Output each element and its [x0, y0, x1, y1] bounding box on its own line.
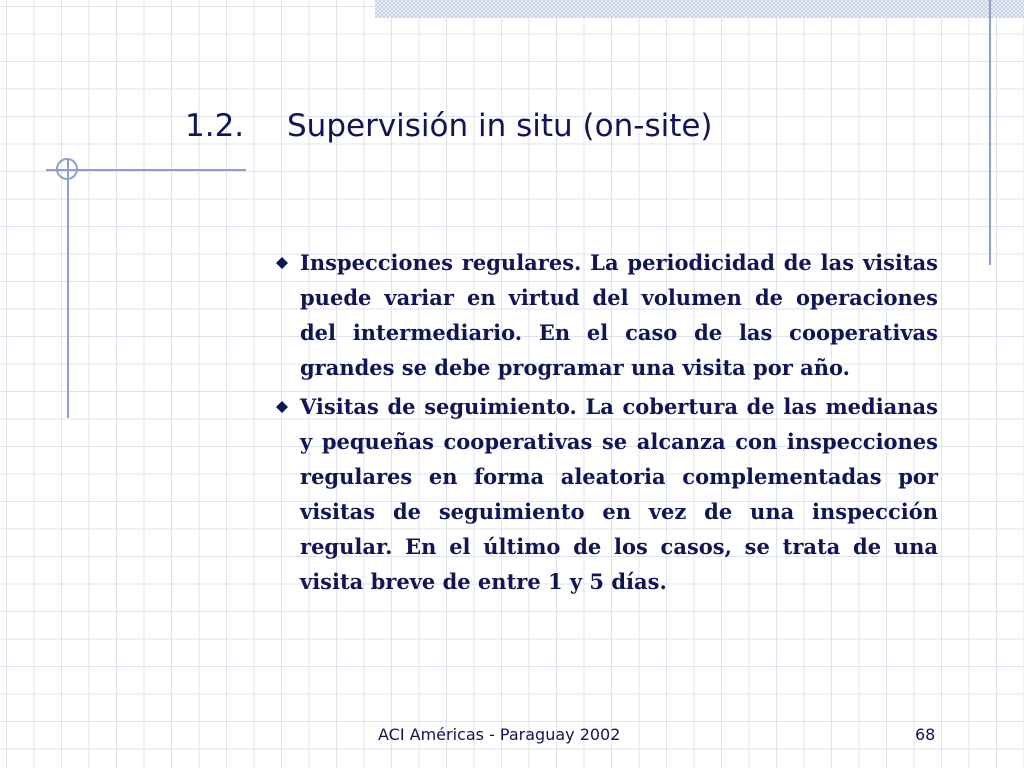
page-number: 68 — [915, 725, 936, 744]
decorative-circle — [56, 158, 78, 180]
bullet-text: Inspecciones regulares. La periodicidad de las visitas puede variar en virtud del volumen de operaciones del intermediario. En el caso de las cooperativas grandes se debe programar una visita por año. — [300, 250, 938, 380]
bullet-list — [274, 245, 938, 603]
bullet-text: Visitas de seguimiento. La cobertura de las medianas y pequeñas cooperativas se alcanza con inspecciones regulares en forma aleatoria complementadas por visitas de seguimiento en vez de una inspección regular. En el último de los casos, se trata de una visita breve de entre 1 y 5 días. — [300, 394, 938, 594]
diamond-icon — [276, 257, 288, 269]
slide-title — [185, 104, 713, 148]
decorative-vertical-line-left — [67, 160, 69, 418]
title-text: Supervisión in situ (on-site) — [287, 108, 713, 144]
title-number: 1.2. — [185, 108, 245, 144]
decorative-top-band — [375, 0, 1024, 18]
bullet-item-visitas — [274, 389, 938, 599]
footer-text: ACI Américas - Paraguay 2002 — [378, 725, 621, 744]
decorative-vertical-line-right — [989, 0, 991, 265]
diamond-icon — [276, 401, 288, 413]
bullet-item-inspecciones — [274, 245, 938, 385]
